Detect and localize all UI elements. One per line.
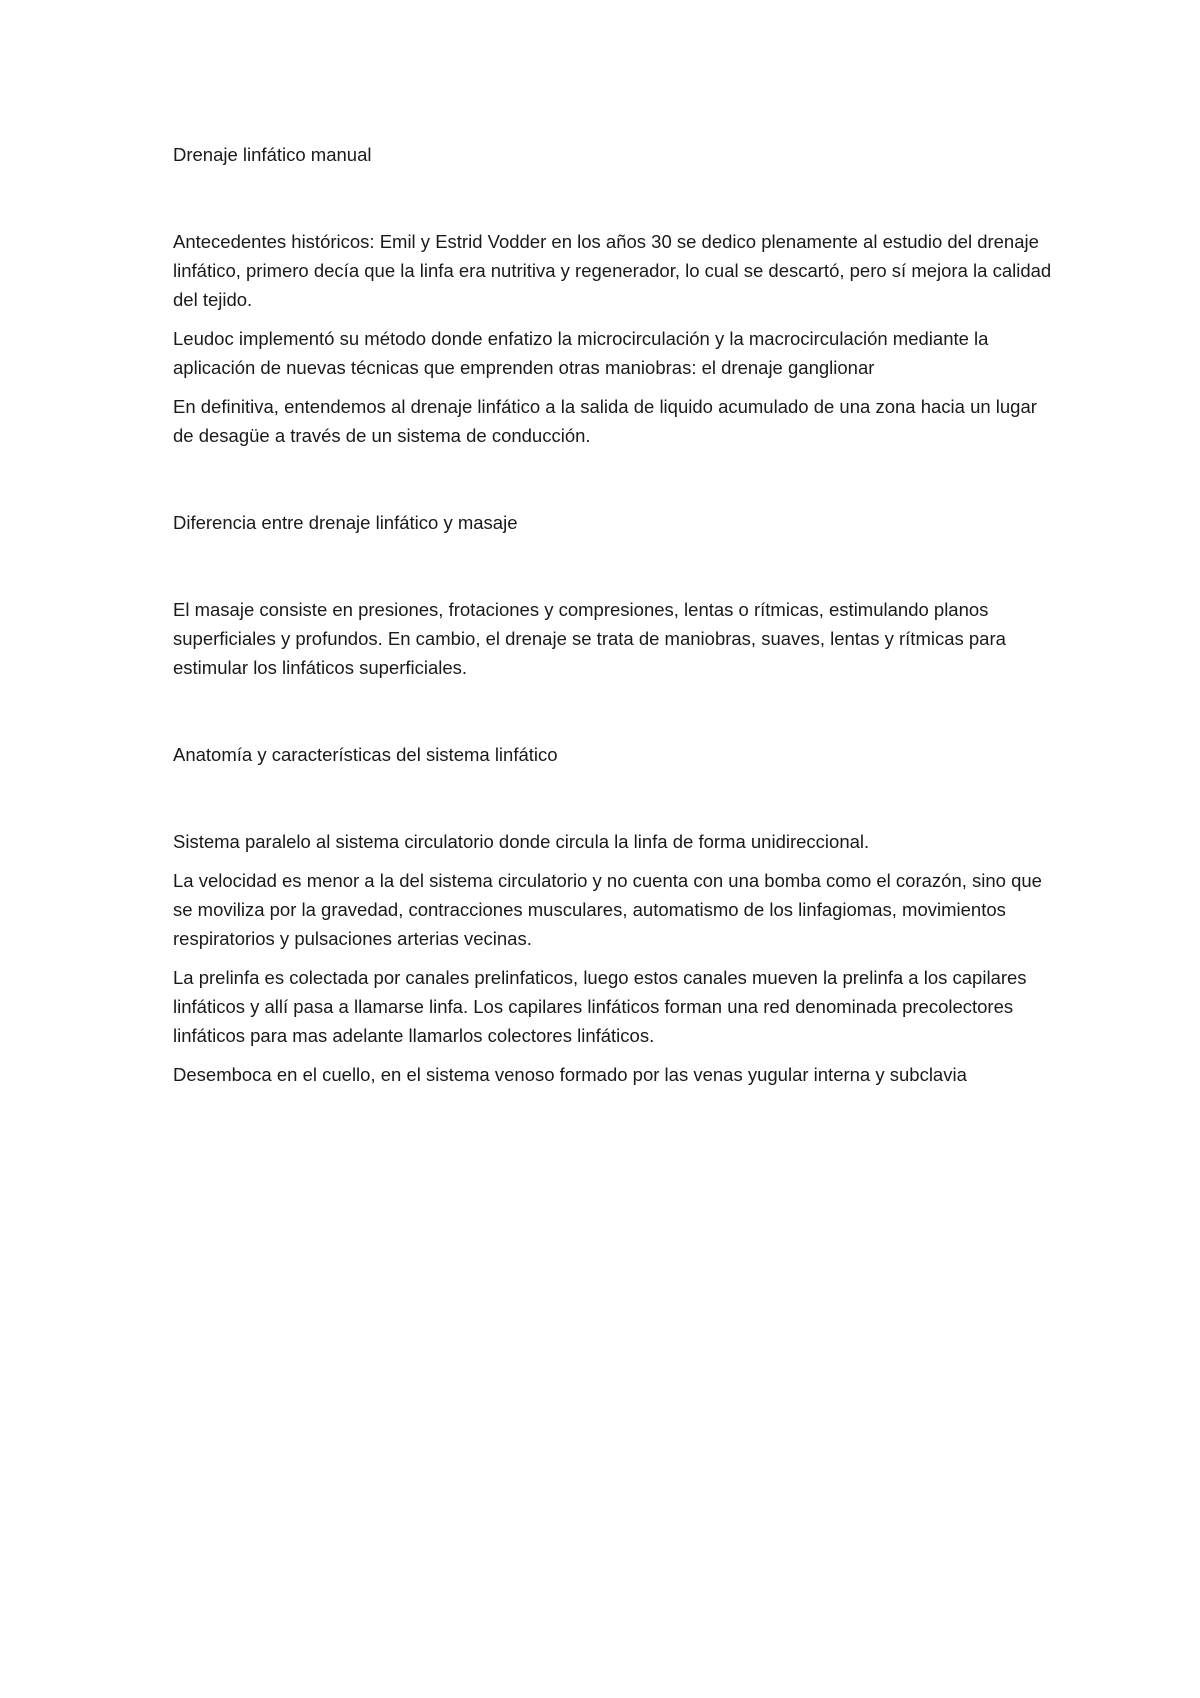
paragraph-definicion: En definitiva, entendemos al drenaje linfático a la salida de liquido acumulado de una zona hacia un lugar de desagüe a través de un sistema de conducción. <box>173 396 1037 446</box>
paragraph-sistema-paralelo: Sistema paralelo al sistema circulatorio donde circula la linfa de forma unidireccional. <box>173 831 870 852</box>
document-title: Drenaje linfático manual <box>173 144 372 165</box>
section-heading-diferencia: Diferencia entre drenaje linfático y masaje <box>173 512 518 533</box>
document-body <box>173 140 1053 1099</box>
paragraph-antecedentes: Antecedentes históricos: Emil y Estrid Vodder en los años 30 se dedico plenamente al estudio del drenaje linfático, primero decía que la linfa era nutritiva y regenerador, lo cual se descartó, pero sí mejora la calidad del tejido. <box>173 231 1052 310</box>
section-heading-anatomia: Anatomía y características del sistema linfático <box>173 744 558 765</box>
paragraph-prelinfa: La prelinfa es colectada por canales prelinfaticos, luego estos canales mueven la prelinfa a los capilares linfáticos y allí pasa a llamarse linfa. Los capilares linfáticos forman una red denominada precolectores linfáticos para mas adelante llamarlos colectores linfáticos. <box>173 967 1027 1046</box>
paragraph-desemboca: Desemboca en el cuello, en el sistema venoso formado por las venas yugular interna y subclavia <box>173 1064 967 1085</box>
paragraph-leudoc: Leudoc implementó su método donde enfatizo la microcirculación y la macrocirculación mediante la aplicación de nuevas técnicas que emprenden otras maniobras: el drenaje ganglionar <box>173 328 989 378</box>
paragraph-masaje: El masaje consiste en presiones, frotaciones y compresiones, lentas o rítmicas, estimulando planos superficiales y profundos. En cambio, el drenaje se trata de maniobras, suaves, lentas y rítmicas para estimular los linfáticos superficiales. <box>173 599 1006 678</box>
paragraph-velocidad: La velocidad es menor a la del sistema circulatorio y no cuenta con una bomba como el corazón, sino que se moviliza por la gravedad, contracciones musculares, automatismo de los linfagiomas, movimientos respiratorios y pulsaciones arterias vecinas. <box>173 870 1042 949</box>
